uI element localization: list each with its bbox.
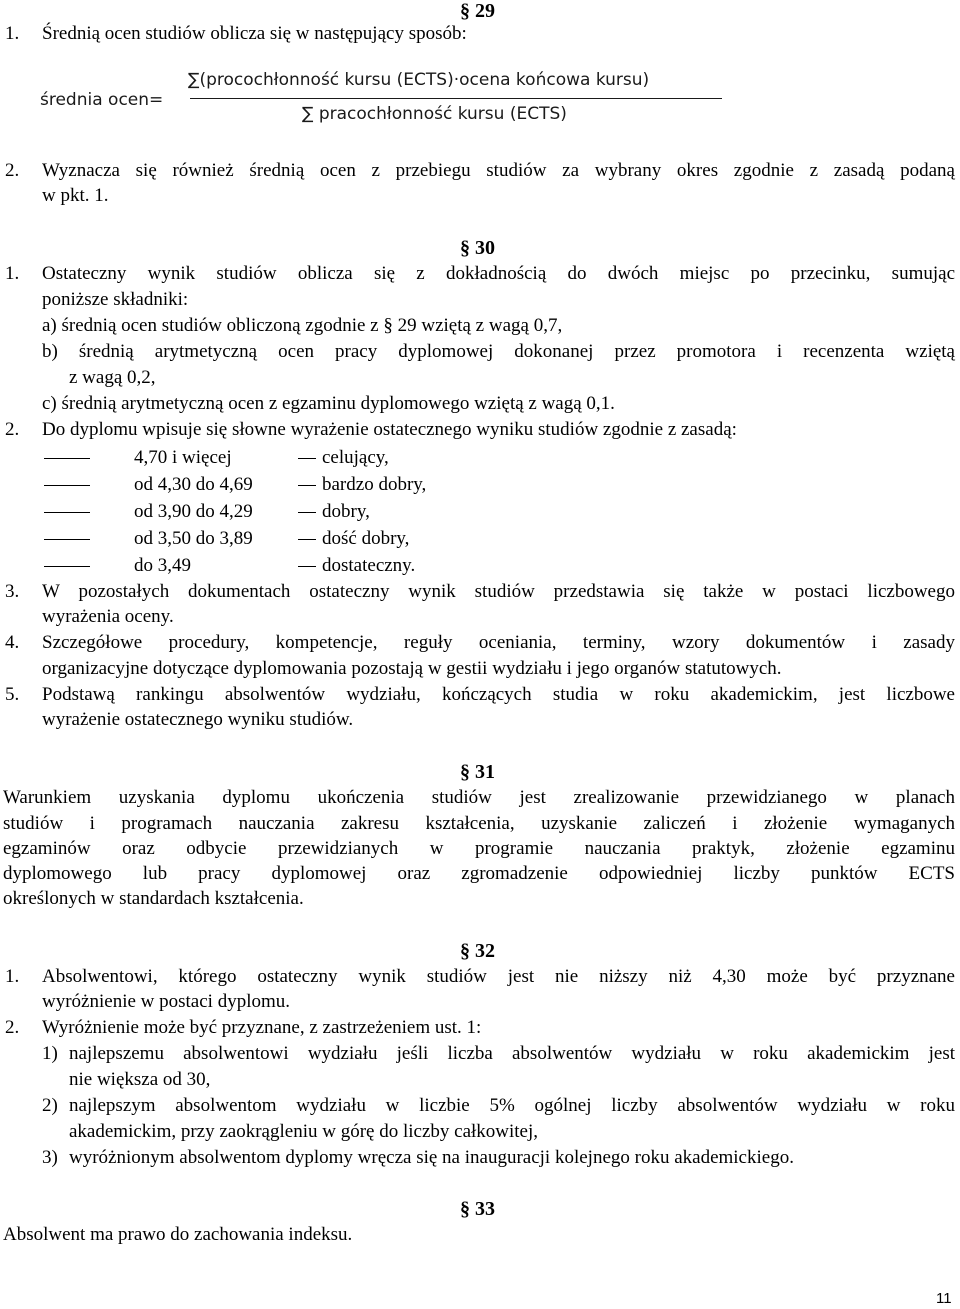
paragraph-number: 4. — [5, 632, 20, 653]
paragraph-text: Wyznacza się również średnią ocen z przebiegu studiów za wybrany okres zgodnie z zasadą podaną — [42, 160, 955, 181]
list-item-c: c) średnią arytmetyczną ocen z egzaminu dyplomowego wziętą z wagą 0,1. — [42, 393, 615, 414]
section-heading-29: § 29 — [460, 0, 495, 22]
paragraph-number: 2. — [5, 419, 20, 440]
list-item-number: 2) — [42, 1095, 58, 1116]
page-number: 11 — [936, 1290, 952, 1307]
paragraph-text: Do dyplomu wpisuje się słowne wyrażenie ostatecznego wyniku studiów zgodnie z zasadą: — [42, 419, 737, 440]
dash — [298, 485, 316, 486]
list-item-a: a) średnią ocen studiów obliczoną zgodnie z § 29 wziętą z wagą 0,7, — [42, 315, 563, 336]
list-item-text: najlepszemu absolwentowi wydziału jeśli liczba absolwentów wydziału w roku akademickim jest — [69, 1043, 955, 1064]
grade-range: od 3,90 do 4,29 — [134, 501, 253, 522]
section-heading-32: § 32 — [460, 940, 495, 962]
paragraph-text: wyrażenie ostatecznego wyniku studiów. — [42, 709, 354, 730]
section-heading-31: § 31 — [460, 761, 495, 783]
paragraph-text: Wyróżnienie może być przyznane, z zastrzeżeniem ust. 1: — [42, 1017, 482, 1038]
list-item-text: najlepszym absolwentom wydziału w liczbie 5% ogólnej liczby absolwentów wydziału w roku — [69, 1095, 955, 1116]
paragraph-number: 5. — [5, 684, 20, 705]
paragraph-text: Podstawą rankingu absolwentów wydziału, kończących studia w roku akademickim, jest liczbowe — [42, 684, 955, 705]
paragraph-text: W pozostałych dokumentach ostateczny wynik studiów przedstawia się także w postaci liczbowego — [42, 581, 955, 602]
grade-label: dość dobry, — [322, 528, 410, 549]
paragraph-text: poniższe składniki: — [42, 289, 189, 310]
formula-numerator: ∑(procochłonność kursu (ECTS)·ocena końcowa kursu) — [188, 70, 650, 90]
paragraph-text: dyplomowego lub pracy dyplomowej oraz zgromadzenie odpowiedniej liczby punktów ECTS — [3, 863, 955, 884]
list-item-b-cont: z wagą 0,2, — [69, 367, 156, 388]
dash — [44, 458, 90, 459]
list-item-b: b) średnią arytmetyczną ocen pracy dyplomowej dokonanej przez promotora i recenzenta wziętą — [42, 341, 955, 362]
dash — [44, 512, 90, 513]
dash — [44, 539, 90, 540]
paragraph-text: wyrażenia oceny. — [42, 606, 174, 627]
grade-range: do 3,49 — [134, 555, 191, 576]
paragraph-text: organizacyjne dotyczące dyplomowania pozostają w gestii wydziału i jego organów statutowych. — [42, 658, 782, 679]
grade-range: 4,70 i więcej — [134, 447, 232, 468]
paragraph-text: Ostateczny wynik studiów oblicza się z dokładnością do dwóch miejsc po przecinku, sumując — [42, 263, 955, 284]
section-heading-30: § 30 — [460, 237, 495, 259]
paragraph-text: egzaminów oraz odbycie przewidzianych w programie nauczania praktyk, złożenie egzaminu — [3, 838, 955, 859]
grade-label: bardzo dobry, — [322, 474, 427, 495]
list-item-text: wyróżnionym absolwentom dyplomy wręcza się na inauguracji kolejnego roku akademickiego. — [69, 1147, 794, 1168]
section-heading-33: § 33 — [460, 1198, 495, 1220]
paragraph-text: Absolwentowi, którego ostateczny wynik studiów jest nie niższy niż 4,30 może być przyznane — [42, 966, 955, 987]
fraction-bar — [190, 98, 722, 99]
list-item-text: nie większa od 30, — [69, 1069, 211, 1090]
grade-range: od 4,30 do 4,69 — [134, 474, 253, 495]
list-item-text: akademickim, przy zaokrągleniu w górę do liczby całkowitej, — [69, 1121, 539, 1142]
paragraph-text: Absolwent ma prawo do zachowania indeksu. — [3, 1224, 353, 1245]
dash — [44, 485, 90, 486]
paragraph-number: 1. — [5, 263, 20, 284]
dash — [298, 512, 316, 513]
paragraph-text: określonych w standardach kształcenia. — [3, 888, 304, 909]
paragraph-number: 2. — [5, 160, 20, 181]
paragraph-number: 2. — [5, 1017, 20, 1038]
dash — [298, 539, 316, 540]
grade-label: dobry, — [322, 501, 370, 522]
formula-lhs: średnia ocen= — [40, 90, 164, 110]
paragraph-number: 1. — [5, 23, 20, 44]
paragraph-text: studiów i programach nauczania zakresu kształcenia, uzyskanie zaliczeń i złożenie wymaganych — [3, 813, 955, 834]
grade-range: od 3,50 do 3,89 — [134, 528, 253, 549]
grade-label: celujący, — [322, 447, 389, 468]
paragraph-number: 3. — [5, 581, 20, 602]
dash — [44, 566, 90, 567]
list-item-number: 3) — [42, 1147, 58, 1168]
dash — [298, 458, 316, 459]
grade-label: dostateczny. — [322, 555, 416, 576]
paragraph-text: Warunkiem uzyskania dyplomu ukończenia studiów jest zrealizowanie przewidzianego w planach — [3, 787, 955, 808]
grade-average-formula — [40, 68, 740, 132]
formula-denominator: ∑ pracochłonność kursu (ECTS) — [302, 104, 567, 124]
paragraph-text: Szczegółowe procedury, kompetencje, reguły oceniania, terminy, wzory dokumentów i zasady — [42, 632, 955, 653]
paragraph-text: w pkt. 1. — [42, 185, 109, 206]
paragraph-number: 1. — [5, 966, 20, 987]
dash — [298, 566, 316, 567]
paragraph-text: wyróżnienie w postaci dyplomu. — [42, 991, 291, 1012]
list-item-number: 1) — [42, 1043, 58, 1064]
paragraph-text: Średnią ocen studiów oblicza się w następujący sposób: — [42, 23, 467, 44]
